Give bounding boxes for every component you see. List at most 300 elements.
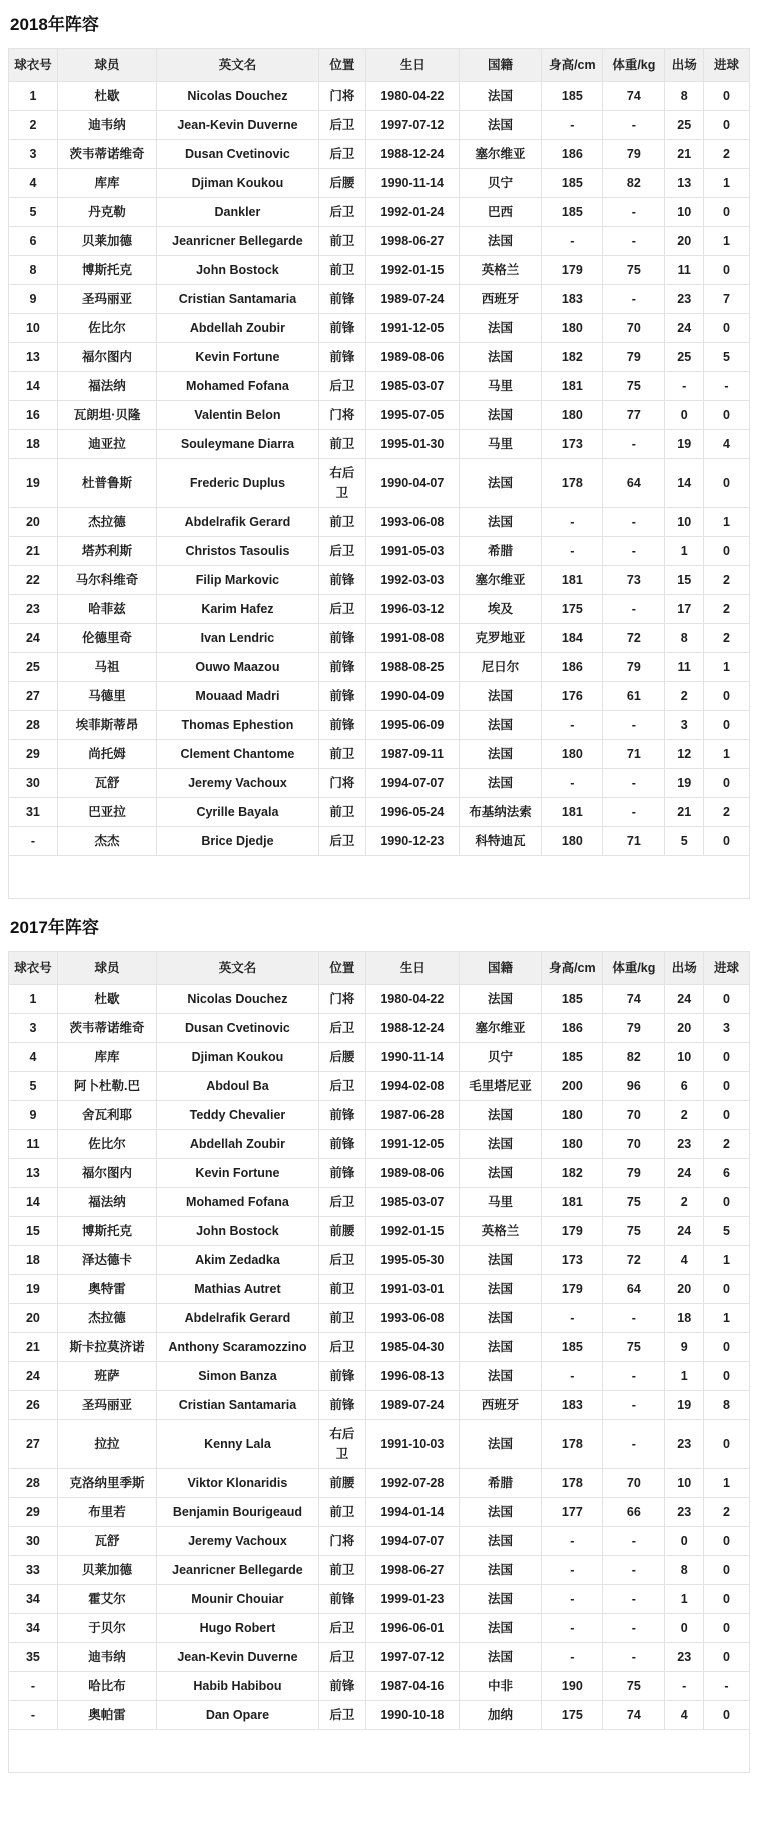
column-header: 身高/cm: [542, 49, 603, 82]
table-cell: 1994-07-07: [366, 1527, 459, 1556]
table-cell: 21: [665, 140, 704, 169]
player-row: [9, 1469, 750, 1498]
table-cell: 15: [665, 566, 704, 595]
table-cell: 班萨: [57, 1362, 156, 1391]
table-cell: 福法纳: [57, 372, 156, 401]
table-cell: 0: [704, 198, 750, 227]
table-cell: -: [603, 1614, 665, 1643]
table-cell: 马里: [459, 372, 542, 401]
table-cell: 法国: [459, 401, 542, 430]
table-cell: 后卫: [318, 1643, 365, 1672]
table-cell: 75: [603, 1188, 665, 1217]
table-cell: 24: [665, 1217, 704, 1246]
player-row: [9, 595, 750, 624]
table-cell: 西班牙: [459, 285, 542, 314]
table-cell: 1995-06-09: [366, 711, 459, 740]
table-cell: 法国: [459, 1246, 542, 1275]
table-cell: 1997-07-12: [366, 111, 459, 140]
table-cell: 前锋: [318, 1362, 365, 1391]
table-cell: 1: [704, 740, 750, 769]
table-cell: 9: [9, 1101, 58, 1130]
table-cell: 前锋: [318, 566, 365, 595]
table-cell: 14: [665, 459, 704, 508]
table-cell: 30: [9, 1527, 58, 1556]
table-cell: -: [542, 1362, 603, 1391]
table-cell: 8: [665, 1556, 704, 1585]
table-cell: John Bostock: [157, 1217, 319, 1246]
table-cell: 18: [9, 1246, 58, 1275]
table-cell: 14: [9, 1188, 58, 1217]
table-cell: 福尔图内: [57, 1159, 156, 1188]
table-cell: 185: [542, 1333, 603, 1362]
table-cell: 法国: [459, 1420, 542, 1469]
table-cell: 0: [704, 711, 750, 740]
table-cell: 0: [704, 682, 750, 711]
table-cell: 23: [665, 1498, 704, 1527]
table-cell: -: [542, 1556, 603, 1585]
table-cell: 1991-08-08: [366, 624, 459, 653]
column-header: 球员: [57, 49, 156, 82]
table-cell: 埃菲斯蒂昂: [57, 711, 156, 740]
table-cell: -: [603, 508, 665, 537]
table-cell: 25: [9, 653, 58, 682]
table-cell: 2: [704, 595, 750, 624]
table-cell: -: [665, 1672, 704, 1701]
table-cell: 35: [9, 1643, 58, 1672]
table-cell: 10: [665, 1043, 704, 1072]
table-cell: 4: [9, 1043, 58, 1072]
table-cell: -: [665, 372, 704, 401]
table-cell: 1980-04-22: [366, 985, 459, 1014]
table-cell: 64: [603, 459, 665, 508]
table-cell: 门将: [318, 1527, 365, 1556]
table-cell: -: [542, 1614, 603, 1643]
table-cell: 右后卫: [318, 459, 365, 508]
player-row: [9, 1701, 750, 1730]
player-row: [9, 372, 750, 401]
player-row: [9, 227, 750, 256]
table-cell: 27: [9, 682, 58, 711]
table-cell: 后卫: [318, 1614, 365, 1643]
player-row: [9, 343, 750, 372]
table-cell: Mathias Autret: [157, 1275, 319, 1304]
table-cell: 前锋: [318, 624, 365, 653]
table-cell: Anthony Scaramozzino: [157, 1333, 319, 1362]
table-cell: 182: [542, 1159, 603, 1188]
table-cell: 1987-04-16: [366, 1672, 459, 1701]
table-cell: -: [603, 1362, 665, 1391]
table-cell: 178: [542, 1469, 603, 1498]
table-cell: 4: [665, 1701, 704, 1730]
table-cell: 希腊: [459, 1469, 542, 1498]
table-cell: 于贝尔: [57, 1614, 156, 1643]
table-cell: -: [9, 1701, 58, 1730]
table-cell: 4: [9, 169, 58, 198]
table-cell: 1996-03-12: [366, 595, 459, 624]
player-row: [9, 566, 750, 595]
table-cell: 杜普鲁斯: [57, 459, 156, 508]
table-cell: 179: [542, 1217, 603, 1246]
table-cell: 塞尔维亚: [459, 1014, 542, 1043]
table-cell: Abdelrafik Gerard: [157, 1304, 319, 1333]
table-cell: 后卫: [318, 1188, 365, 1217]
table-cell: -: [603, 111, 665, 140]
table-cell: 1994-01-14: [366, 1498, 459, 1527]
table-cell: 2: [665, 682, 704, 711]
player-row: [9, 198, 750, 227]
table-cell: 200: [542, 1072, 603, 1101]
table-cell: 96: [603, 1072, 665, 1101]
table-cell: 1991-03-01: [366, 1275, 459, 1304]
table-cell: 173: [542, 1246, 603, 1275]
table-cell: 24: [9, 1362, 58, 1391]
table-cell: 茨韦蒂诺维奇: [57, 140, 156, 169]
table-cell: Brice Djedje: [157, 827, 319, 856]
table-cell: 0: [704, 827, 750, 856]
table-cell: 法国: [459, 1614, 542, 1643]
squad-table-2018: [8, 48, 750, 899]
table-cell: -: [9, 1672, 58, 1701]
table-cell: 1997-07-12: [366, 1643, 459, 1672]
table-cell: 0: [704, 1527, 750, 1556]
table-cell: Kevin Fortune: [157, 1159, 319, 1188]
table-cell: 前锋: [318, 1130, 365, 1159]
table-cell: 1985-03-07: [366, 372, 459, 401]
table-cell: 舍瓦利耶: [57, 1101, 156, 1130]
table-cell: 1994-07-07: [366, 769, 459, 798]
table-cell: 1: [665, 1362, 704, 1391]
player-row: [9, 459, 750, 508]
table-cell: Mohamed Fofana: [157, 1188, 319, 1217]
table-cell: 1985-03-07: [366, 1188, 459, 1217]
table-cell: 186: [542, 653, 603, 682]
table-cell: 33: [9, 1556, 58, 1585]
table-cell: 0: [665, 1614, 704, 1643]
table-cell: 0: [704, 1362, 750, 1391]
player-row: [9, 401, 750, 430]
table-cell: 法国: [459, 740, 542, 769]
table-cell: -: [603, 711, 665, 740]
table-cell: Abdellah Zoubir: [157, 1130, 319, 1159]
table-cell: 186: [542, 1014, 603, 1043]
table-cell: 79: [603, 1014, 665, 1043]
table-cell: Cyrille Bayala: [157, 798, 319, 827]
table-cell: 贝宁: [459, 1043, 542, 1072]
table-cell: 179: [542, 256, 603, 285]
table-cell: 71: [603, 827, 665, 856]
table-cell: Jean-Kevin Duverne: [157, 1643, 319, 1672]
table-cell: 31: [9, 798, 58, 827]
table-cell: 185: [542, 985, 603, 1014]
table-cell: 13: [9, 1159, 58, 1188]
table-cell: Jeremy Vachoux: [157, 769, 319, 798]
player-row: [9, 508, 750, 537]
table-cell: 190: [542, 1672, 603, 1701]
table-cell: 法国: [459, 1275, 542, 1304]
table-cell: 霍艾尔: [57, 1585, 156, 1614]
table-cell: 杰拉德: [57, 508, 156, 537]
column-header: 位置: [318, 49, 365, 82]
table-cell: -: [603, 769, 665, 798]
table-cell: 法国: [459, 1643, 542, 1672]
table-cell: 门将: [318, 769, 365, 798]
table-cell: 法国: [459, 1333, 542, 1362]
table-cell: 杜歇: [57, 82, 156, 111]
table-cell: 24: [665, 1159, 704, 1188]
table-cell: 布里若: [57, 1498, 156, 1527]
table-cell: 法国: [459, 711, 542, 740]
table-cell: 克洛纳里季斯: [57, 1469, 156, 1498]
table-cell: 1992-01-15: [366, 256, 459, 285]
section-title-2017: 2017年阵容: [10, 918, 99, 938]
table-cell: 伦德里奇: [57, 624, 156, 653]
player-row: [9, 285, 750, 314]
table-cell: 1993-06-08: [366, 1304, 459, 1333]
table-cell: 28: [9, 711, 58, 740]
table-cell: -: [542, 537, 603, 566]
table-cell: Jean-Kevin Duverne: [157, 111, 319, 140]
table-cell: 1: [665, 537, 704, 566]
table-cell: 5: [9, 1072, 58, 1101]
table-cell: 泽达德卡: [57, 1246, 156, 1275]
player-row: [9, 740, 750, 769]
table-cell: 后卫: [318, 1701, 365, 1730]
table-cell: 右后卫: [318, 1420, 365, 1469]
table-cell: 11: [9, 1130, 58, 1159]
column-header: 生日: [366, 952, 459, 985]
table-cell: 82: [603, 169, 665, 198]
table-cell: Abdellah Zoubir: [157, 314, 319, 343]
table-cell: 法国: [459, 343, 542, 372]
table-cell: 23: [9, 595, 58, 624]
table-cell: 法国: [459, 1362, 542, 1391]
table-cell: 门将: [318, 985, 365, 1014]
table-cell: 1: [704, 508, 750, 537]
table-cell: 20: [665, 1275, 704, 1304]
table-cell: 1985-04-30: [366, 1333, 459, 1362]
column-header: 球员: [57, 952, 156, 985]
column-header: 位置: [318, 952, 365, 985]
table-cell: 法国: [459, 1159, 542, 1188]
table-cell: Teddy Chevalier: [157, 1101, 319, 1130]
table-cell: 1991-12-05: [366, 314, 459, 343]
table-cell: 瓦舒: [57, 1527, 156, 1556]
table-cell: 迪韦纳: [57, 111, 156, 140]
table-cell: 前卫: [318, 227, 365, 256]
table-cell: 0: [704, 537, 750, 566]
table-cell: 3: [704, 1014, 750, 1043]
table-cell: 1988-12-24: [366, 1014, 459, 1043]
column-header: 球衣号: [9, 952, 58, 985]
table-cell: 马德里: [57, 682, 156, 711]
table-cell: -: [704, 1672, 750, 1701]
table-cell: 70: [603, 1469, 665, 1498]
table-cell: Dusan Cvetinovic: [157, 1014, 319, 1043]
table-cell: 3: [665, 711, 704, 740]
table-cell: 马里: [459, 1188, 542, 1217]
table-cell: Clement Chantome: [157, 740, 319, 769]
table-cell: 180: [542, 314, 603, 343]
table-cell: 克罗地亚: [459, 624, 542, 653]
table-cell: Jeanricner Bellegarde: [157, 227, 319, 256]
table-cell: 20: [9, 1304, 58, 1333]
table-cell: 0: [704, 111, 750, 140]
table-cell: 0: [704, 1188, 750, 1217]
table-cell: 4: [704, 430, 750, 459]
table-cell: 1: [704, 1469, 750, 1498]
table-cell: 前卫: [318, 740, 365, 769]
player-row: [9, 827, 750, 856]
table-cell: Christos Tasoulis: [157, 537, 319, 566]
table-cell: 后卫: [318, 140, 365, 169]
table-cell: 179: [542, 1275, 603, 1304]
table-cell: 博斯托克: [57, 1217, 156, 1246]
table-cell: 英格兰: [459, 256, 542, 285]
table-cell: Abdoul Ba: [157, 1072, 319, 1101]
table-cell: Dusan Cvetinovic: [157, 140, 319, 169]
table-cell: Dan Opare: [157, 1701, 319, 1730]
table-cell: 185: [542, 169, 603, 198]
table-cell: 圣玛丽亚: [57, 285, 156, 314]
table-cell: 法国: [459, 769, 542, 798]
table-cell: 79: [603, 343, 665, 372]
table-cell: 6: [9, 227, 58, 256]
table-cell: 1: [9, 82, 58, 111]
table-cell: 74: [603, 985, 665, 1014]
table-cell: 后卫: [318, 1333, 365, 1362]
table-cell: 7: [704, 285, 750, 314]
table-cell: -: [603, 1556, 665, 1585]
column-header: 出场: [665, 49, 704, 82]
table-cell: 1989-08-06: [366, 1159, 459, 1188]
table-cell: 75: [603, 256, 665, 285]
table-cell: 前锋: [318, 1585, 365, 1614]
player-row: [9, 140, 750, 169]
table-cell: 前锋: [318, 711, 365, 740]
table-cell: 12: [665, 740, 704, 769]
table-cell: 0: [665, 401, 704, 430]
empty-cell: [9, 1730, 750, 1773]
table-cell: 24: [665, 314, 704, 343]
player-row: [9, 1614, 750, 1643]
table-cell: 2: [704, 1498, 750, 1527]
table-cell: 埃及: [459, 595, 542, 624]
player-row: [9, 1643, 750, 1672]
player-row: [9, 1672, 750, 1701]
table-cell: 1993-06-08: [366, 508, 459, 537]
table-cell: Valentin Belon: [157, 401, 319, 430]
table-cell: 拉拉: [57, 1420, 156, 1469]
table-cell: 0: [704, 1043, 750, 1072]
table-cell: 19: [665, 1391, 704, 1420]
table-cell: 1999-01-23: [366, 1585, 459, 1614]
table-cell: 后卫: [318, 372, 365, 401]
table-cell: 门将: [318, 401, 365, 430]
table-cell: 福尔图内: [57, 343, 156, 372]
table-cell: 74: [603, 82, 665, 111]
table-cell: 74: [603, 1701, 665, 1730]
table-cell: 贝宁: [459, 169, 542, 198]
table-cell: 马尔科维奇: [57, 566, 156, 595]
table-cell: 阿卜杜勒.巴: [57, 1072, 156, 1101]
table-cell: 26: [9, 1391, 58, 1420]
table-cell: 2: [704, 1130, 750, 1159]
table-cell: 64: [603, 1275, 665, 1304]
table-cell: 82: [603, 1043, 665, 1072]
table-cell: 0: [704, 1101, 750, 1130]
table-cell: John Bostock: [157, 256, 319, 285]
table-cell: 1989-08-06: [366, 343, 459, 372]
table-cell: Jeremy Vachoux: [157, 1527, 319, 1556]
table-cell: -: [603, 430, 665, 459]
table-cell: 1980-04-22: [366, 82, 459, 111]
table-cell: -: [603, 1304, 665, 1333]
table-cell: 法国: [459, 1585, 542, 1614]
table-cell: 72: [603, 624, 665, 653]
table-cell: 30: [9, 769, 58, 798]
table-cell: 66: [603, 1498, 665, 1527]
table-cell: 中非: [459, 1672, 542, 1701]
table-cell: 贝莱加德: [57, 1556, 156, 1585]
table-cell: 法国: [459, 314, 542, 343]
player-row: [9, 1275, 750, 1304]
table-cell: 10: [665, 198, 704, 227]
table-cell: 1988-08-25: [366, 653, 459, 682]
table-cell: 前锋: [318, 1391, 365, 1420]
table-cell: 前卫: [318, 1304, 365, 1333]
table-cell: 3: [9, 1014, 58, 1043]
table-cell: Djiman Koukou: [157, 169, 319, 198]
table-cell: 塞尔维亚: [459, 566, 542, 595]
table-cell: Nicolas Douchez: [157, 985, 319, 1014]
table-cell: 前锋: [318, 653, 365, 682]
table-cell: Nicolas Douchez: [157, 82, 319, 111]
table-cell: 福法纳: [57, 1188, 156, 1217]
table-cell: 1991-05-03: [366, 537, 459, 566]
table-cell: 希腊: [459, 537, 542, 566]
table-cell: -: [542, 711, 603, 740]
table-cell: 10: [665, 1469, 704, 1498]
table-cell: 法国: [459, 227, 542, 256]
table-cell: 0: [704, 769, 750, 798]
table-cell: Kevin Fortune: [157, 343, 319, 372]
table-cell: 20: [665, 1014, 704, 1043]
table-cell: 72: [603, 1246, 665, 1275]
table-cell: 奥特雷: [57, 1275, 156, 1304]
table-cell: 2: [665, 1101, 704, 1130]
player-row: [9, 82, 750, 111]
table-cell: 后卫: [318, 537, 365, 566]
table-cell: -: [603, 1585, 665, 1614]
player-row: [9, 682, 750, 711]
table-cell: -: [603, 537, 665, 566]
table-cell: 茨韦蒂诺维奇: [57, 1014, 156, 1043]
table-cell: 贝莱加德: [57, 227, 156, 256]
table-cell: 19: [665, 769, 704, 798]
table-cell: 后卫: [318, 198, 365, 227]
table-cell: 库库: [57, 169, 156, 198]
table-cell: 79: [603, 1159, 665, 1188]
column-header: 国籍: [459, 49, 542, 82]
table-cell: 185: [542, 1043, 603, 1072]
player-row: [9, 1391, 750, 1420]
table-cell: 9: [665, 1333, 704, 1362]
table-cell: -: [542, 227, 603, 256]
table-cell: 178: [542, 1420, 603, 1469]
table-cell: 1988-12-24: [366, 140, 459, 169]
header-row: [9, 952, 750, 985]
table-cell: 1: [9, 985, 58, 1014]
